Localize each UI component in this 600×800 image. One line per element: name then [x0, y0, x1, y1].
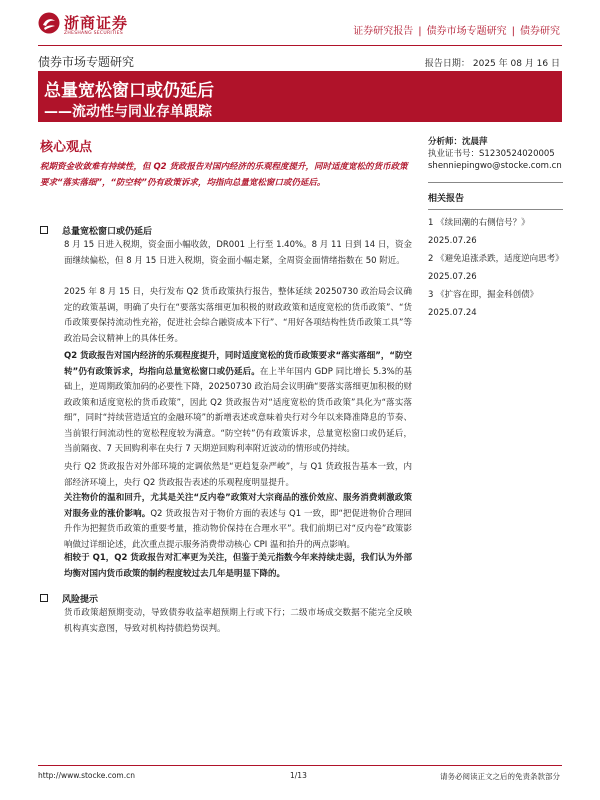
- footer-website-link[interactable]: http://www.stocke.com.cn: [38, 771, 135, 780]
- paragraph-emphasis: 关注物价的温和回升，尤其是关注“反内卷”政策对大宗商品的涨价效应、服务消费刺激政策对服务业的涨价影响。: [64, 493, 412, 519]
- logo-name: 浙商证券: [64, 14, 129, 32]
- nav-separator: |: [511, 26, 515, 37]
- paragraph-text: 央行 Q2 货政报告对外部环境的定调依然是“更趋复杂严峻”，与 Q1 货政报告基本一致，内部经济环境上，央行 Q2 货政报告表述的乐观程度明显提升。: [64, 462, 412, 488]
- related-report-date: 2025.07.24: [428, 308, 477, 318]
- related-report-date: 2025.07.26: [428, 236, 477, 246]
- report-subtitle: ——流动性与同业存单跟踪: [44, 104, 212, 120]
- paragraph-text: 2025 年 8 月 15 日，央行发布 Q2 货币政策执行报告，整体延续 20250730 政治局会议确定的政策基调，明确了央行在“要落实落细更加积极的财政政策和适度宽松的货币政策”、“货币政策要保持流动性充裕，促进社会综合融资成本下行”、“用好各项结构性货币政策工具”等政治局会议精神上的具体任务。: [64, 287, 412, 344]
- logo-subtitle: ZHESHANG SECURITIES: [64, 31, 123, 36]
- section-title: 风险提示: [62, 595, 99, 605]
- related-report-date: 2025.07.26: [428, 272, 477, 282]
- certificate-number: S1230524020005: [479, 149, 555, 159]
- paragraph-text: 8 月 15 日进入税期，资金面小幅收敛，DR001 上行至 1.40%。8 月 11 日到 14 日，资金面继续偏松，但 8 月 15 日进入税期，资金面小幅走紧，全周资金面情绪指数在 50 附近。: [64, 240, 412, 266]
- nav-item-bond-market-topic: 债券市场专题研究: [426, 26, 507, 37]
- analyst-line: [428, 136, 563, 148]
- nav-separator: |: [418, 26, 422, 37]
- section-paragraph: [64, 349, 412, 458]
- paragraph-text: Q2 货政报告对于物价方面的表述与 Q1 一致，即“把促进物价合理回升作为把握货币政策的重要考量，推动物价保持在合理水平”。我们前期已对“反内卷”政策影响做过详细论述，此次重点提示服务消费带动核心 CPI 温和抬升的两点影响。: [64, 508, 412, 550]
- related-report-link[interactable]: 1 《续回潮的右侧信号？》: [428, 218, 530, 228]
- analyst-label: 分析师：: [428, 137, 463, 147]
- top-nav: [353, 22, 560, 37]
- related-reports-heading: 相关报告: [428, 194, 465, 204]
- report-date-value: 2025 年 08 月 16 日: [472, 59, 560, 69]
- section-header: [40, 224, 414, 238]
- related-reports-list: [428, 214, 563, 322]
- section-bullet-icon: [40, 226, 48, 234]
- section-title: 总量宽松窗口或仍延后: [62, 227, 153, 237]
- sidebar-divider: [428, 182, 563, 183]
- header-divider: [38, 45, 562, 46]
- company-logo: [38, 10, 138, 42]
- section-paragraph: [64, 551, 412, 582]
- paragraph-emphasis: 相较于 Q1，Q2 货政报告对汇率更为关注，但鉴于美元指数今年来持续走弱，我们认为外部均衡对国内货币政策的制约程度较过去几年是明显下降的。: [64, 553, 412, 579]
- section-paragraph: [64, 606, 412, 637]
- related-report-link[interactable]: 2 《避免追涨杀跌，适度逆向思考》: [428, 254, 564, 264]
- section-paragraph: [64, 460, 412, 491]
- nav-item-bond-research: 债券研究: [520, 26, 560, 37]
- paragraph-text: 货币政策超预期变动，导致债券收益率超预期上行或下行；二级市场成交数据不能完全反映机构真实意图，导致对机构持债趋势误判。: [64, 608, 412, 634]
- section-paragraph: [64, 238, 412, 269]
- report-date: [425, 56, 560, 69]
- section-bullet-icon: [40, 594, 48, 602]
- footer-divider: [38, 765, 562, 766]
- report-date-label: 报告日期：: [424, 59, 470, 69]
- analyst-email[interactable]: shenniepingwo@stocke.com.cn: [428, 161, 562, 171]
- footer-disclaimer: 请务必阅读正文之后的免责条款部分: [440, 772, 560, 781]
- sidebar-divider: [428, 209, 563, 210]
- core-view-summary: 税期资金收敛难有持续性，但 Q2 货政报告对国内经济的乐观程度提升，同时适度宽松的货币政策要求“落实落细”，“防空转”仍有政策诉求，均指向总量宽松窗口或仍延后。: [40, 162, 408, 188]
- title-banner: [38, 71, 562, 122]
- paragraph-emphasis: Q2 货政报告对国内经济的乐观程度提升，同时适度宽松的货币政策要求“落实落细”，“防空转”仍有政策诉求，均指向总量宽松窗口或仍延后。: [64, 351, 412, 377]
- sidebar: [428, 136, 563, 322]
- paragraph-text: 在上半年国内 GDP 同比增长 5.3%的基础上，逆周期政策加码的必要性下降，20250730 政治局会议明确“要落实落细更加积极的财政政策和适度宽松的货币政策”，因此 Q2 货政报告对“适度宽松的货币政策”具化为“落实落细”，同时“持续营造适宜的金融环境”的新增表述或意味着央行对今年以来降准降息的节奏、当前银行间流动性的宽松程度较为满意。“防空转”仍有政策诉求，总量宽松窗口或仍延后，当前隔夜、7 天回购利率在央行 7 天期逆回购利率附近波动的情形或仍持续。: [64, 366, 412, 454]
- zheshang-logo-icon: [38, 12, 60, 34]
- core-view-heading: 核心观点: [40, 140, 93, 155]
- certificate-line: [428, 148, 563, 160]
- report-category: 债券市场专题研究: [38, 55, 135, 69]
- certificate-label: 执业证书号：: [428, 149, 480, 159]
- section-paragraph: [64, 285, 412, 347]
- report-title: 总量宽松窗口或仍延后: [44, 81, 214, 101]
- related-report-link[interactable]: 3 《扩容在即，掘金科创债》: [428, 290, 539, 300]
- page-number: 1/13: [290, 771, 307, 780]
- section-paragraph: [64, 491, 412, 553]
- section-header: [40, 592, 414, 606]
- nav-item-research-report: 证券研究报告: [353, 26, 414, 37]
- analyst-name: 沈晨萍: [462, 137, 488, 147]
